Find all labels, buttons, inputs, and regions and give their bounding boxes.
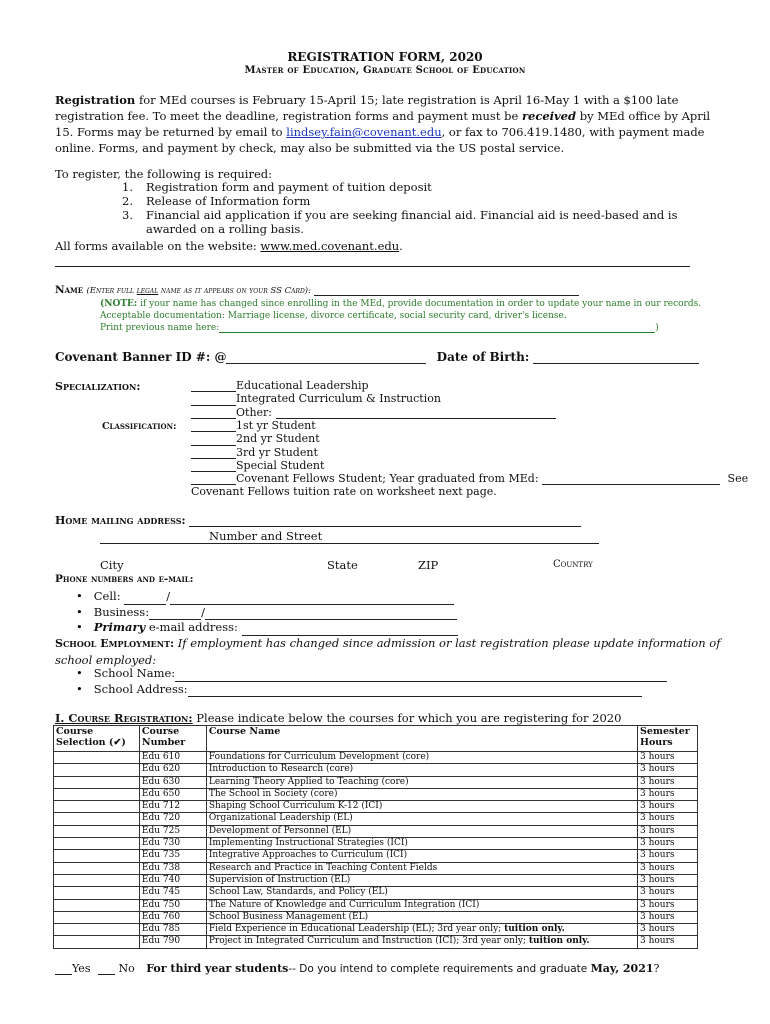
business-label: Business: (93, 604, 150, 619)
cell-area-input[interactable] (124, 594, 166, 605)
intro-text-1: for MEd courses is February 15-April 15; late registration is April 16-May 1 with a $100 late registration fee. To meet the deadline, registration forms and payment must be (55, 93, 679, 123)
requirement-item (122, 194, 722, 208)
school-name-row: • School Name: (76, 666, 667, 682)
school-name-input-line[interactable] (175, 671, 667, 682)
classification-label: Classification: (102, 421, 177, 432)
course-selection-cell[interactable] (54, 801, 140, 813)
course-hours: 3 hours (638, 838, 698, 850)
requirements-list (122, 180, 722, 236)
class-checkline[interactable] (191, 422, 236, 432)
course-name: Supervision of Instruction (EL) (206, 874, 637, 886)
course-table (53, 725, 698, 949)
fellows-note: Covenant Fellows tuition rate on worksheet next page. (191, 485, 497, 499)
previous-name-input-line[interactable] (219, 324, 655, 333)
intro-text-2: by MEd office by April 15. Forms may be returned by email to (55, 109, 711, 139)
website-line (55, 238, 725, 254)
name-field-row (55, 284, 579, 296)
course-selection-cell[interactable] (54, 850, 140, 862)
graduation-row (55, 962, 659, 975)
class-option-fellows (191, 472, 748, 485)
home-address-row (55, 514, 581, 527)
requirement-number: 1. (122, 180, 133, 194)
spec-option-el (191, 379, 556, 392)
course-selection-cell[interactable] (54, 899, 140, 911)
requirement-text: Financial aid application if you are seeking financial aid. Financial aid is need-based and is awarded on a rolling basis. (146, 208, 678, 236)
course-name: Field Experience in Educational Leadership (EL); 3rd year only; tuition only. (206, 924, 637, 936)
course-hours: 3 hours (638, 825, 698, 837)
name-change-note (100, 299, 701, 309)
zip-caption: ZIP (418, 558, 439, 572)
class-option-label: 3rd yr Student (236, 445, 318, 459)
phone-list (76, 589, 458, 636)
course-hours: 3 hours (638, 764, 698, 776)
course-registration-text: Please indicate below the courses for which you are registering for 2020 (192, 711, 622, 725)
previous-name-close: ) (655, 323, 659, 333)
business-number-input[interactable] (205, 609, 457, 620)
header-name: Course Name (206, 726, 637, 752)
class-checkline[interactable] (191, 462, 236, 472)
class-option-label: 1st yr Student (236, 419, 316, 432)
class-option-1st (191, 419, 748, 432)
course-selection-cell[interactable] (54, 911, 140, 923)
course-row (54, 862, 698, 874)
email-link[interactable]: lindsey.fain@covenant.edu (286, 125, 442, 139)
email-input-line[interactable] (242, 625, 458, 636)
class-option-label: Covenant Fellows Student; Year graduated from MEd: (236, 472, 539, 486)
city-input-line[interactable] (100, 543, 599, 544)
course-row (54, 752, 698, 764)
phone-email-label: Phone numbers and e-mail: (55, 573, 194, 585)
course-hours: 3 hours (638, 862, 698, 874)
school-employment-label: School Employment: (55, 637, 175, 650)
course-name: Development of Personnel (EL) (206, 825, 637, 837)
school-address-input-line[interactable] (188, 686, 642, 697)
course-selection-cell[interactable] (54, 776, 140, 788)
course-hours: 3 hours (638, 899, 698, 911)
course-name: The Nature of Knowledge and Curriculum Integration (ICI) (206, 899, 637, 911)
business-slash: / (201, 604, 205, 619)
class-option-label: Special Student (236, 458, 325, 472)
course-row (54, 788, 698, 800)
header-number: Course Number (139, 726, 206, 752)
spec-checkline[interactable] (191, 382, 236, 392)
class-option-2nd (191, 432, 748, 445)
no-checkline[interactable] (98, 965, 115, 975)
course-name: Integrative Approaches to Curriculum (ICI) (206, 850, 637, 862)
website-suffix: . (399, 239, 403, 253)
course-number: Edu 620 (139, 764, 206, 776)
specialization-label: Specialization: (55, 380, 141, 393)
class-option-special (191, 459, 748, 472)
course-hours: 3 hours (638, 813, 698, 825)
course-number: Edu 738 (139, 862, 206, 874)
graduation-prompt-bold: For third year students (146, 962, 289, 975)
form-subtitle: Master of Education, Graduate School of Education (244, 65, 526, 76)
banner-id-label: Covenant Banner ID #: @ (55, 350, 227, 364)
dob-label: Date of Birth: (436, 350, 530, 364)
name-label: Name (55, 284, 84, 296)
requirement-item (122, 208, 722, 236)
spec-checkline[interactable] (191, 409, 236, 419)
city-caption: City (100, 558, 124, 572)
course-name: School Business Management (EL) (206, 911, 637, 923)
course-number: Edu 725 (139, 825, 206, 837)
course-number: Edu 745 (139, 887, 206, 899)
ids-row (55, 350, 699, 364)
intro-lead: Registration (55, 93, 136, 107)
course-table-body (54, 752, 698, 949)
fellows-see: See (727, 472, 749, 486)
school-name-label: School Name: (93, 666, 176, 680)
form-title: REGISTRATION FORM, 2020 (287, 50, 483, 64)
classification-options (191, 419, 748, 499)
fellows-year-input-line[interactable] (542, 475, 720, 485)
course-row (54, 874, 698, 886)
cell-number-input[interactable] (170, 594, 454, 605)
course-row (54, 911, 698, 923)
requirement-item (122, 180, 722, 194)
school-address-row: • School Address: (76, 682, 667, 698)
course-row (54, 776, 698, 788)
course-name: Shaping School Curriculum K-12 (ICI) (206, 801, 637, 813)
intro-paragraph (55, 92, 725, 156)
dob-input-line[interactable] (533, 352, 699, 364)
street-caption: Number and Street (209, 529, 323, 543)
course-number: Edu 730 (139, 838, 206, 850)
course-row (54, 936, 698, 948)
course-number: Edu 720 (139, 813, 206, 825)
course-hours: 3 hours (638, 850, 698, 862)
course-hours: 3 hours (638, 752, 698, 764)
yes-checkline[interactable] (55, 965, 72, 975)
requirement-number: 2. (122, 194, 133, 208)
class-checkline[interactable] (191, 436, 236, 446)
country-caption: Country (553, 559, 593, 570)
school-employment-note: If employment has changed since admission or last registration please update information of school employed: (55, 636, 721, 667)
course-name: School Law, Standards, and Policy (EL) (206, 887, 637, 899)
course-row (54, 813, 698, 825)
street-input-line[interactable] (189, 517, 581, 527)
tuition-only-note: tuition only. (504, 924, 565, 935)
course-row (54, 899, 698, 911)
section-divider (55, 266, 690, 267)
course-hours: 3 hours (638, 887, 698, 899)
class-option-label: 2nd yr Student (236, 432, 320, 446)
state-caption: State (327, 558, 358, 572)
course-row (54, 924, 698, 936)
name-instruction-pre: (Enter full (86, 286, 137, 296)
home-address-label: Home mailing address: (55, 514, 186, 527)
website-prefix: All forms available on the website: (55, 239, 261, 253)
previous-name-label: Print previous name here: (100, 323, 220, 333)
course-number: Edu 785 (139, 924, 206, 936)
intro-text-3: , or fax to 706.419.1480, with payment made online. Forms, and payment by check, may also be submitted via the US postal service. (55, 125, 705, 155)
course-row (54, 850, 698, 862)
course-row (54, 764, 698, 776)
note-text: if your name has changed since enrolling in the MEd, provide documentation in order to update your name in our records. (137, 299, 702, 309)
course-name: Organizational Leadership (EL) (206, 813, 637, 825)
course-selection-cell[interactable] (54, 813, 140, 825)
name-instruction-legal: legal (136, 286, 159, 296)
spec-option-label: Other: (236, 405, 272, 419)
course-row (54, 838, 698, 850)
course-hours: 3 hours (638, 801, 698, 813)
course-hours: 3 hours (638, 936, 698, 948)
requirement-text: Release of Information form (146, 194, 311, 208)
cell-row: • Cell: / (76, 589, 458, 605)
name-instruction (86, 286, 311, 296)
course-number: Edu 750 (139, 899, 206, 911)
course-hours: 3 hours (638, 788, 698, 800)
acceptable-docs: Acceptable documentation: Marriage license, divorce certificate, social security card, driver's license. (100, 311, 567, 321)
spec-option-other (191, 406, 556, 419)
course-selection-cell[interactable] (54, 825, 140, 837)
course-table-header (54, 726, 698, 752)
course-number: Edu 790 (139, 936, 206, 948)
course-name: Introduction to Research (core) (206, 764, 637, 776)
yes-label: Yes (72, 962, 91, 975)
course-selection-cell[interactable] (54, 838, 140, 850)
course-hours: 3 hours (638, 776, 698, 788)
school-address-label: School Address: (93, 681, 188, 696)
course-name: Research and Practice in Teaching Content Fields (206, 862, 637, 874)
banner-id-input-line[interactable] (226, 352, 426, 364)
course-number: Edu 610 (139, 752, 206, 764)
course-hours: 3 hours (638, 874, 698, 886)
graduation-end: ? (653, 962, 660, 975)
graduation-date: May, 2021 (590, 962, 654, 975)
cell-slash: / (166, 589, 171, 603)
course-row (54, 825, 698, 837)
course-selection-cell[interactable] (54, 887, 140, 899)
graduation-prompt: -- Do you intend to complete requirements and graduate (288, 963, 591, 975)
course-number: Edu 740 (139, 874, 206, 886)
course-hours: 3 hours (638, 911, 698, 923)
course-hours: 3 hours (638, 924, 698, 936)
requirements-heading: To register, the following is required: (55, 167, 272, 181)
course-number: Edu 650 (139, 788, 206, 800)
course-number: Edu 735 (139, 850, 206, 862)
class-option-3rd (191, 446, 748, 459)
no-label: No (118, 962, 135, 975)
course-registration-heading (55, 711, 621, 725)
business-row: • Business: / (76, 605, 458, 621)
class-checkline[interactable] (191, 475, 236, 485)
cell-label: Cell: (93, 589, 121, 603)
course-selection-cell[interactable] (54, 788, 140, 800)
spec-option-label: Integrated Curriculum & Instruction (236, 392, 441, 406)
course-selection-cell[interactable] (54, 924, 140, 936)
requirement-number: 3. (122, 208, 133, 222)
course-row (54, 801, 698, 813)
note-label: (NOTE: (100, 299, 138, 309)
school-employment-para (55, 635, 725, 668)
course-number: Edu 712 (139, 801, 206, 813)
spec-checkline[interactable] (191, 396, 236, 406)
tuition-only-note: tuition only. (528, 936, 590, 947)
name-input-line[interactable] (314, 285, 579, 296)
course-registration-label: I. Course Registration: (55, 711, 193, 725)
course-selection-cell[interactable] (54, 936, 140, 948)
email-row: • Primary e-mail address: (76, 620, 458, 636)
course-name: Foundations for Curriculum Development (core) (206, 752, 637, 764)
spec-option-label: Educational Leadership (236, 379, 369, 392)
course-number: Edu 760 (139, 911, 206, 923)
website-link[interactable]: www.med.covenant.edu (260, 239, 400, 253)
spec-option-ici (191, 392, 556, 405)
intro-received: received (521, 109, 577, 123)
course-name: Project in Integrated Curriculum and Instruction (ICI); 3rd year only; tuition only. (206, 936, 637, 948)
header-hours: Semester Hours (638, 726, 698, 752)
school-list (76, 666, 667, 697)
class-checkline[interactable] (191, 449, 236, 459)
previous-name-row (100, 323, 659, 333)
name-instruction-post: name as it appears on your SS Card): (158, 286, 311, 296)
course-selection-cell[interactable] (54, 764, 140, 776)
course-number: Edu 630 (139, 776, 206, 788)
header-selection: Course Selection (✔) (54, 726, 140, 752)
course-selection-cell[interactable] (54, 752, 140, 764)
primary-label: Primary (93, 620, 146, 634)
course-selection-cell[interactable] (54, 874, 140, 886)
course-selection-cell[interactable] (54, 862, 140, 874)
course-row (54, 887, 698, 899)
specialization-options (191, 379, 556, 419)
course-name: Implementing Instructional Strategies (ICI) (206, 838, 637, 850)
requirement-text: Registration form and payment of tuition deposit (146, 180, 432, 194)
business-area-input[interactable] (149, 609, 201, 620)
course-name: Learning Theory Applied to Teaching (core) (206, 776, 637, 788)
spec-other-input-line[interactable] (276, 409, 556, 419)
email-label: e-mail address: (145, 620, 238, 634)
course-name: The School in Society (core) (206, 788, 637, 800)
